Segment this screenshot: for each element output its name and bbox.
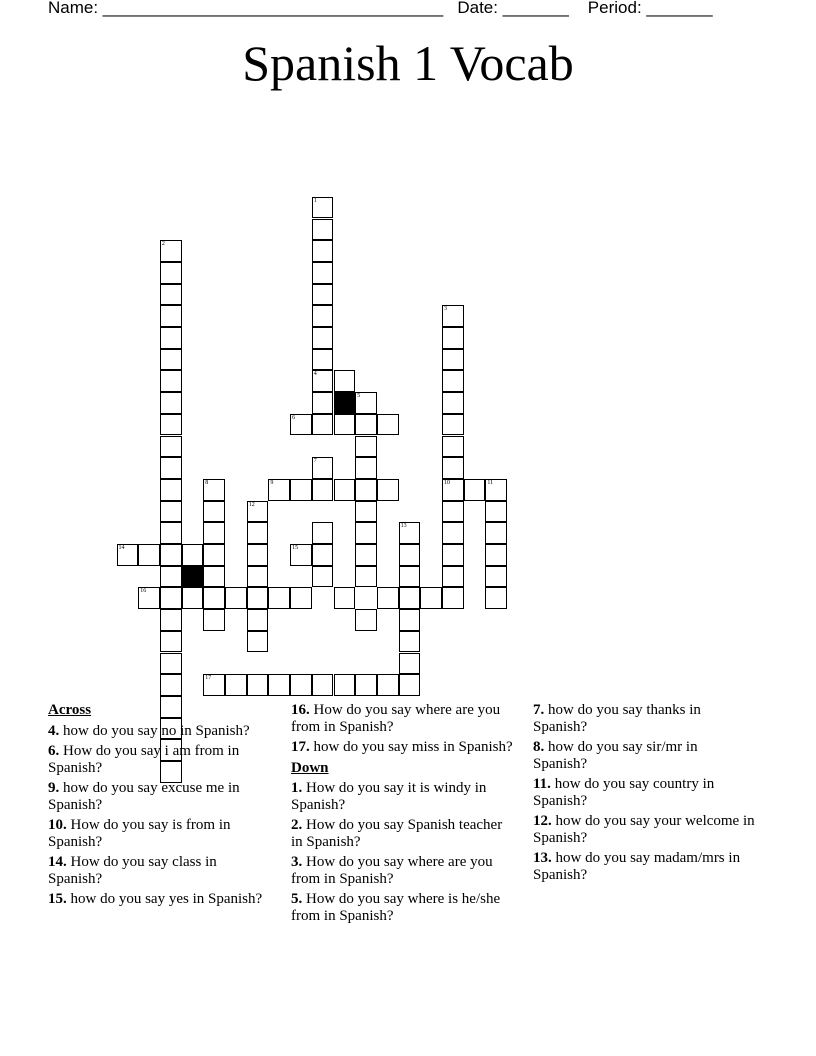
grid-cell[interactable] <box>312 219 334 241</box>
clues-column-3 <box>533 702 755 887</box>
grid-cell[interactable] <box>247 501 269 523</box>
grid-cell[interactable] <box>160 631 182 653</box>
grid-cell[interactable] <box>334 479 356 501</box>
clue-number: 7 <box>313 458 317 465</box>
grid-cell[interactable] <box>334 370 356 392</box>
grid-cell[interactable] <box>247 674 269 696</box>
across-heading: Across <box>48 702 92 718</box>
grid-cell[interactable] <box>312 522 334 544</box>
grid-cell[interactable] <box>290 587 312 609</box>
grid-cell[interactable] <box>312 262 334 284</box>
grid-cell[interactable] <box>399 631 421 653</box>
grid-cell[interactable] <box>160 392 182 414</box>
grid-cell[interactable] <box>160 653 182 675</box>
grid-cell[interactable] <box>399 653 421 675</box>
grid-cell[interactable] <box>160 501 182 523</box>
grid-cell[interactable] <box>312 370 334 392</box>
grid-cell[interactable] <box>355 414 377 436</box>
grid-cell[interactable] <box>399 544 421 566</box>
grid-cell[interactable] <box>399 522 421 544</box>
grid-cell[interactable] <box>225 587 247 609</box>
grid-cell[interactable] <box>203 544 225 566</box>
grid-cell[interactable] <box>442 327 464 349</box>
grid-cell[interactable] <box>442 370 464 392</box>
grid-cell[interactable] <box>442 392 464 414</box>
grid-cell[interactable] <box>160 305 182 327</box>
grid-cell[interactable] <box>160 370 182 392</box>
grid-cell[interactable] <box>312 414 334 436</box>
grid-cell[interactable] <box>377 587 399 609</box>
grid-cell[interactable] <box>442 436 464 458</box>
grid-cell[interactable] <box>203 479 225 501</box>
grid-cell[interactable] <box>420 587 442 609</box>
grid-cell[interactable] <box>485 522 507 544</box>
grid-cell[interactable] <box>312 327 334 349</box>
clue-down-8: 8. how do you say sir/mr in Spanish? <box>533 739 698 772</box>
grid-cell[interactable] <box>377 674 399 696</box>
grid-cell[interactable] <box>203 609 225 631</box>
clue-number: 15 <box>292 545 299 551</box>
grid-cell[interactable] <box>312 392 334 414</box>
grid-cell[interactable] <box>203 522 225 544</box>
grid-cell[interactable] <box>160 457 182 479</box>
clue-down-11: 11. how do you say country in Spanish? <box>533 776 715 809</box>
clue-across-6: 6. How do you say i am from in Spanish? <box>48 743 240 776</box>
clues-column-2 <box>291 702 513 928</box>
grid-cell[interactable] <box>485 544 507 566</box>
grid-cell[interactable] <box>355 544 377 566</box>
grid-cell[interactable] <box>442 457 464 479</box>
grid-cell[interactable] <box>203 587 225 609</box>
page-title: Spanish 1 Vocab <box>242 35 574 91</box>
down-heading: Down <box>291 759 329 776</box>
grid-cell[interactable] <box>247 609 269 631</box>
grid-cell[interactable] <box>312 349 334 371</box>
clue-number: 8 <box>205 479 209 486</box>
grid-cell[interactable] <box>355 522 377 544</box>
clue-down-7: 7. how do you say thanks in Spanish? <box>533 702 701 735</box>
grid-cell[interactable] <box>442 522 464 544</box>
grid-cell[interactable] <box>399 674 421 696</box>
clue-down-13: 13. how do you say madam/mrs in Spanish? <box>533 850 741 883</box>
grid-cell[interactable] <box>355 457 377 479</box>
grid-cell[interactable] <box>485 587 507 609</box>
clue-number: 17 <box>205 675 212 682</box>
clue-across-15: 15. how do you say yes in Spanish? <box>48 891 263 907</box>
grid-cell[interactable] <box>160 262 182 284</box>
grid-cell[interactable] <box>377 479 399 501</box>
grid-cell[interactable] <box>268 479 290 501</box>
grid-cell[interactable] <box>247 544 269 566</box>
grid-cell[interactable] <box>138 587 160 609</box>
grid-cell[interactable] <box>268 587 290 609</box>
clue-number: 6 <box>292 414 296 421</box>
grid-cell[interactable] <box>485 479 507 501</box>
clue-number: 5 <box>357 393 361 400</box>
grid-cell[interactable] <box>268 674 290 696</box>
grid-cell[interactable] <box>247 566 269 588</box>
grid-cell[interactable] <box>399 587 421 609</box>
grid-cell[interactable] <box>464 479 486 501</box>
grid-cell[interactable] <box>334 674 356 696</box>
black-square <box>182 566 204 588</box>
period-field[interactable]: Period: _______ <box>587 0 713 17</box>
grid-cell[interactable] <box>399 566 421 588</box>
grid-cell[interactable] <box>160 674 182 696</box>
grid-cell[interactable] <box>160 284 182 306</box>
grid-cell[interactable] <box>442 479 464 501</box>
grid-cell[interactable] <box>290 674 312 696</box>
clue-number: 12 <box>248 501 255 508</box>
clue-number: 4 <box>313 371 317 378</box>
grid-cell[interactable] <box>203 566 225 588</box>
grid-cell[interactable] <box>442 414 464 436</box>
black-square <box>334 392 356 414</box>
grid-cell[interactable] <box>334 587 356 609</box>
grid-cell[interactable] <box>442 566 464 588</box>
grid-cell[interactable] <box>312 284 334 306</box>
clue-across-17: 17. how do you say miss in Spanish? <box>291 739 513 755</box>
grid-cell[interactable] <box>160 566 182 588</box>
grid-cell[interactable] <box>160 544 182 566</box>
grid-cell[interactable] <box>247 587 269 609</box>
clue-number: 14 <box>118 545 125 551</box>
grid-cell[interactable] <box>290 479 312 501</box>
grid-cell[interactable] <box>138 544 160 566</box>
grid-cell[interactable] <box>355 479 377 501</box>
grid-cell[interactable] <box>160 436 182 458</box>
grid-cell[interactable] <box>160 414 182 436</box>
clue-number: 1 <box>313 197 317 204</box>
grid-cell[interactable] <box>203 674 225 696</box>
clue-across-14: 14. How do you say class in Spanish? <box>48 854 217 887</box>
date-field[interactable]: Date: _______ <box>457 0 569 17</box>
grid-cell[interactable] <box>334 414 356 436</box>
grid-cell[interactable] <box>160 522 182 544</box>
grid-cell[interactable] <box>247 631 269 653</box>
grid-cell[interactable] <box>247 522 269 544</box>
grid-cell[interactable] <box>355 566 377 588</box>
clue-across-16: 16. How do you say where are you from in Spanish? <box>291 702 501 735</box>
grid-cell[interactable] <box>182 587 204 609</box>
clue-across-9: 9. how do you say excuse me in Spanish? <box>48 780 240 813</box>
grid-cell[interactable] <box>312 479 334 501</box>
grid-cell[interactable] <box>160 327 182 349</box>
grid-cell[interactable] <box>312 240 334 262</box>
clues-column-1 <box>48 702 270 912</box>
clue-number: 16 <box>140 588 147 595</box>
grid-cell[interactable] <box>312 566 334 588</box>
grid-cell[interactable] <box>203 501 225 523</box>
grid-cell[interactable] <box>312 305 334 327</box>
grid-cell[interactable] <box>442 501 464 523</box>
grid-cell[interactable] <box>312 197 334 219</box>
clue-across-10: 10. How do you say is from in Spanish? <box>48 817 231 850</box>
grid-cell[interactable] <box>355 392 377 414</box>
clue-number: 2 <box>161 241 165 248</box>
clue-across-4: 4. how do you say no in Spanish? <box>48 722 250 739</box>
clue-number: 11 <box>487 479 494 486</box>
clue-down-1: 1. How do you say it is windy in Spanish? <box>291 780 487 813</box>
grid-cell[interactable] <box>442 587 464 609</box>
grid-cell[interactable] <box>160 479 182 501</box>
grid-cell[interactable] <box>442 544 464 566</box>
clue-down-3: 3. How do you say where are you from in Spanish? <box>291 854 493 887</box>
grid-cell[interactable] <box>117 544 139 566</box>
grid-cell[interactable] <box>355 609 377 631</box>
clue-number: 9 <box>270 479 274 486</box>
clue-down-12: 12. how do you say your welcome in Spanish? <box>533 813 755 846</box>
grid-cell[interactable] <box>485 566 507 588</box>
grid-cell[interactable] <box>160 609 182 631</box>
clue-down-5: 5. How do you say where is he/she from in Spanish? <box>291 891 501 924</box>
grid-cell[interactable] <box>225 674 247 696</box>
grid-cell[interactable] <box>290 414 312 436</box>
grid-cell[interactable] <box>355 501 377 523</box>
grid-cell[interactable] <box>442 305 464 327</box>
grid-cell[interactable] <box>160 240 182 262</box>
clue-down-2: 2. How do you say Spanish teacher in Spanish? <box>291 817 503 850</box>
grid-cell[interactable] <box>485 501 507 523</box>
clue-number: 3 <box>444 306 447 313</box>
grid-cell[interactable] <box>355 674 377 696</box>
grid-cell[interactable] <box>355 436 377 458</box>
name-field[interactable]: Name: ____________________________________ <box>48 0 444 17</box>
grid-cell[interactable] <box>312 674 334 696</box>
grid-cell[interactable] <box>312 457 334 479</box>
clue-number: 10 <box>444 479 450 486</box>
grid-cell[interactable] <box>312 544 334 566</box>
grid-cell[interactable] <box>160 349 182 371</box>
clue-number: 13 <box>400 523 407 530</box>
grid-cell[interactable] <box>399 609 421 631</box>
grid-cell[interactable] <box>182 544 204 566</box>
grid-cell[interactable] <box>442 349 464 371</box>
grid-cell[interactable] <box>160 587 182 609</box>
grid-cell[interactable] <box>377 414 399 436</box>
grid-cell[interactable] <box>290 544 312 566</box>
